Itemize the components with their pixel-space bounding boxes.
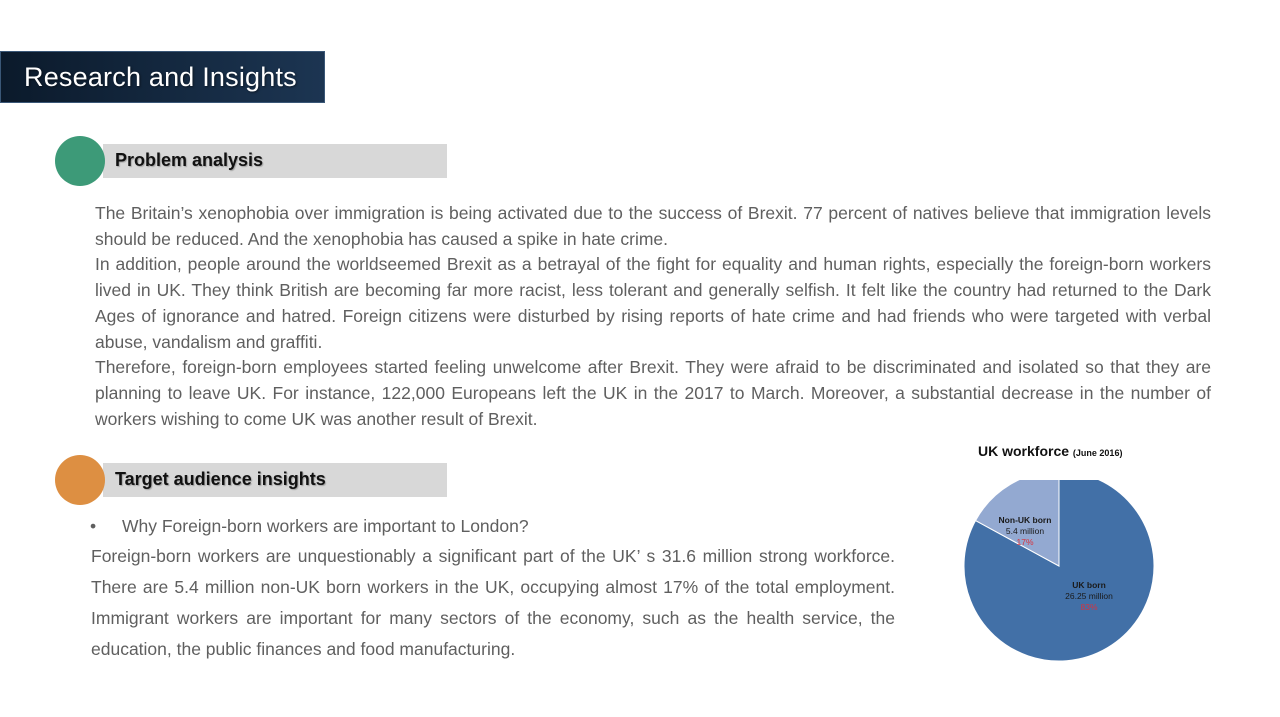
orange-circle-icon: [55, 455, 105, 505]
slice-percent: 83%: [1080, 602, 1098, 612]
paragraph: Therefore, foreign-born employees started feeling unwelcome after Brexit. They were afraid to be discriminated and isolated so that they are planning to leave UK. For instance, 122,000 Europeans left the UK in the 2017 to March. Moreover, a substantial decrease in the number of workers wishing to come UK was another result of Brexit.: [95, 357, 1211, 429]
target-audience-heading: [55, 455, 447, 505]
problem-analysis-label: Problem analysis: [115, 150, 264, 170]
paragraph: Foreign-born workers are unquestionably a significant part of the UK’ s 31.6 million strong workforce. There are 5.4 million non-UK born workers in the UK, occupying almost 17% of the total employment. Immigrant workers are important for many sectors of the economy, such as the health service, the education, the public finances and food manufacturing.: [91, 546, 895, 659]
workforce-pie-chart: [955, 480, 1165, 670]
pie-svg: [955, 480, 1165, 670]
slice-name: Non-UK born: [998, 515, 1052, 525]
green-circle-icon: [55, 136, 105, 186]
target-audience-text: [91, 541, 895, 665]
slice-value: 5.4 million: [1005, 526, 1045, 536]
problem-analysis-heading: [55, 136, 447, 186]
chart-title-text: UK workforce: [978, 443, 1070, 459]
slide-title-bar: [0, 51, 325, 103]
paragraph: In addition, people around the worldseemed Brexit as a betrayal of the fight for equality and human rights, especially the foreign-born workers lived in UK. They think British are becoming far more racist, less tolerant and generally selfish. It felt like the country had returned to the Dark Ages of ignorance and hatred. Foreign citizens were disturbed by rising reports of hate crime and had friends who were targeted with verbal abuse, vandalism and graffiti.: [95, 254, 1211, 352]
bullet-marker: •: [90, 516, 97, 536]
bullet-question: [90, 514, 690, 538]
chart-subtitle: (June 2016): [1072, 448, 1123, 458]
slice-value: 26.25 million: [1065, 591, 1113, 601]
slide-title: Research and Insights: [24, 62, 297, 92]
target-audience-label: Target audience insights: [115, 469, 326, 489]
slice-name: UK born: [1072, 580, 1106, 590]
bullet-text: Why Foreign-born workers are important to London?: [122, 516, 529, 536]
chart-title: [978, 443, 1122, 459]
paragraph: The Britain’s xenophobia over immigration is being activated due to the success of Brexit. 77 percent of natives believe that immigration levels should be reduced. And the xenophobia has caused a spike in hate crime.: [95, 203, 1211, 249]
problem-analysis-text: [95, 201, 1211, 432]
slice-percent: 17%: [1016, 537, 1034, 547]
